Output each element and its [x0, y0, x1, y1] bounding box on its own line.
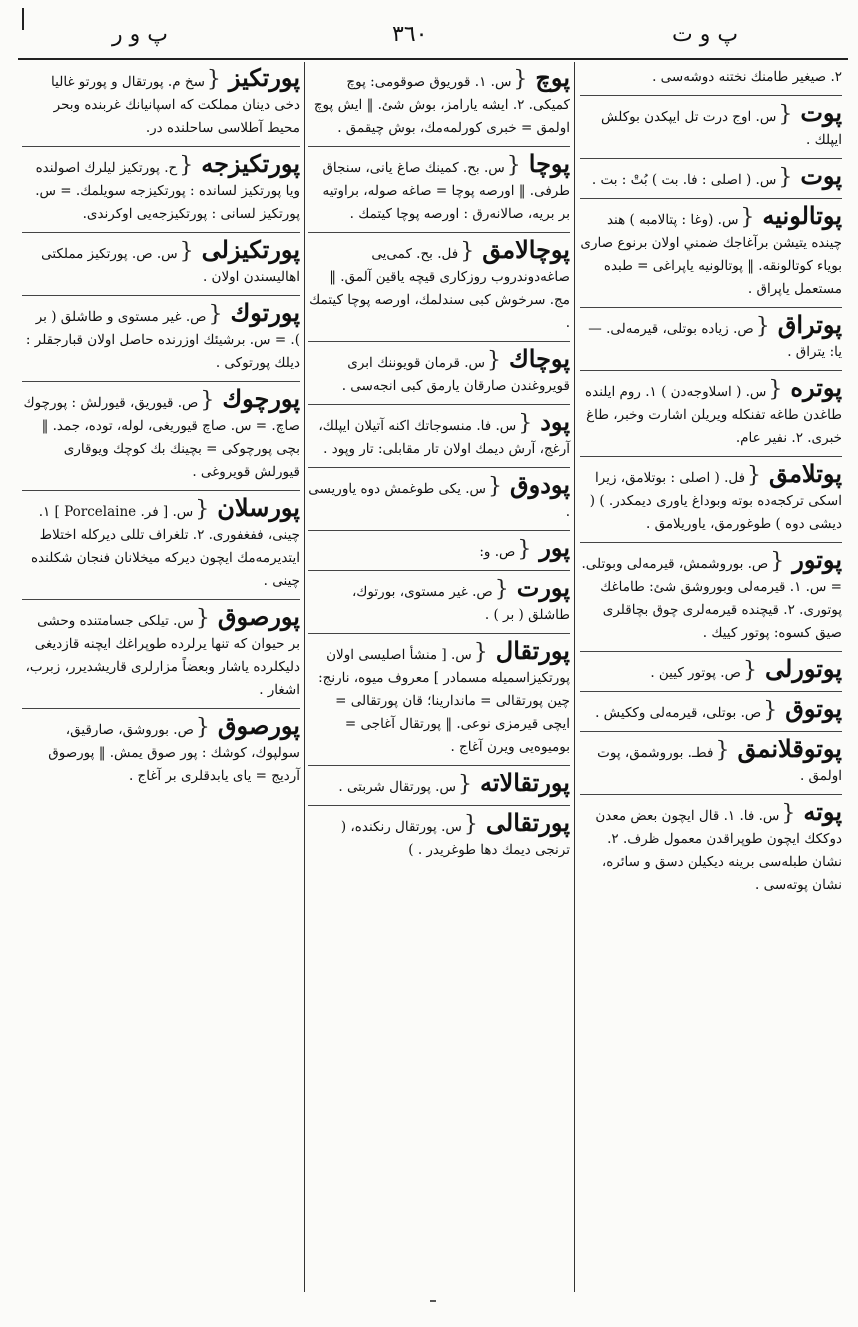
- brace-mark: {: [488, 474, 503, 499]
- entry-separator: [22, 146, 300, 147]
- entry-separator: [22, 599, 300, 600]
- entry-headword: پوتورلى: [764, 654, 842, 683]
- entry-separator: [308, 570, 570, 571]
- brace-mark: {: [770, 549, 785, 574]
- brace-mark: {: [513, 67, 528, 92]
- dictionary-entry: [22, 298, 300, 375]
- dictionary-entry: [580, 66, 842, 89]
- dictionary-entry: [580, 797, 842, 897]
- entry-separator: [22, 490, 300, 491]
- entry-definition: س. بح. كمينك صاغ يانى، سنجاق طرفى. ‖ اورصه پوچا = صاغه صوله، براوتيه بر بريه، صالانه‌رق : اورصه پوچا كيتمك .: [322, 160, 570, 222]
- brace-mark: {: [778, 165, 793, 190]
- brace-mark: {: [195, 606, 210, 631]
- entry-definition: س. فا. منسوجاتك اكنه آتيلان ايپلك، آرغج، آرش ديمك اولان تار مقابلى: تار وپود .: [318, 418, 570, 457]
- dictionary-entry: [580, 161, 842, 192]
- entry-headword: پوتلامق: [769, 459, 842, 488]
- brace-mark: {: [768, 377, 783, 402]
- entry-separator: [580, 370, 842, 371]
- entry-separator: [308, 530, 570, 531]
- entry-headword: پورتقالاته: [479, 768, 570, 797]
- entry-separator: [308, 633, 570, 634]
- dictionary-entry: [22, 711, 300, 788]
- entry-headword: پورتقالى: [485, 808, 570, 837]
- entry-separator: [308, 765, 570, 766]
- brace-mark: {: [473, 640, 488, 665]
- entry-headword: پوچاك: [508, 344, 570, 373]
- header-left-letters: پ و ر: [112, 22, 168, 47]
- brace-mark: {: [206, 67, 221, 92]
- entry-separator: [580, 456, 842, 457]
- brace-mark: {: [486, 348, 501, 373]
- brace-mark: {: [715, 738, 730, 763]
- entry-definition: س. ( اسلاوجه‌دن ) ١. روم ايلنده طاغدن طاغه تفنكله ويريلن اشارت وخبر، طاغ خبرى. ٢. نفير عام.: [585, 384, 842, 446]
- dictionary-entry: [22, 235, 300, 289]
- dictionary-entry: [308, 149, 570, 226]
- brace-mark: {: [747, 463, 762, 488]
- entry-headword: پود: [540, 407, 570, 436]
- entry-headword: پوتره: [790, 373, 842, 402]
- entry-headword: پوتوقلانمق: [737, 734, 842, 763]
- entry-definition: ص. بوروشق، صارقيق، سولپوك، كوشك : پور صوق يمش. ‖ پورصوق آرديج = ياى يابدقلرى بر آغاج .: [48, 722, 300, 784]
- dictionary-entry: [22, 493, 300, 593]
- entry-headword: پوتوق: [785, 694, 842, 723]
- entry-definition: س. قرمان قويوننك ابرى قويروغندن صارقان يارمق كبى انجه‌سى .: [341, 355, 570, 394]
- dictionary-entry: [308, 407, 570, 461]
- entry-definition: س. [ منشأ اصليسى اولان پورتكيزاسميله مسمادر ] معروف ميوه، نارنج: چين پورتقالى = ماندارينا؛ قان پورتقالى = ايچى قيرمزى نوعى. ‖ پورتقال آغاجى = بوميوه‌يى ويرن آغاج .: [318, 647, 570, 755]
- entry-headword: پور: [539, 533, 570, 562]
- brace-mark: {: [506, 153, 521, 178]
- entry-headword: پوچ: [535, 63, 570, 92]
- right-column: [580, 66, 842, 903]
- entry-separator: [580, 651, 842, 652]
- entry-definition: س. ( اصلى : فا. بت ) بُتْ : بت .: [591, 172, 777, 188]
- brace-mark: {: [781, 801, 796, 826]
- entry-headword: پورت: [516, 573, 570, 602]
- dictionary-entry: [580, 310, 842, 364]
- entry-headword: پوچالامق: [482, 235, 570, 264]
- brace-mark: {: [195, 715, 210, 740]
- dictionary-entry: [308, 235, 570, 335]
- entry-separator: [22, 295, 300, 296]
- brace-mark: {: [518, 411, 533, 436]
- entry-separator: [308, 341, 570, 342]
- dictionary-entry: [308, 63, 570, 140]
- entry-definition: س. ١. قوريوق صوقومى: پوچ كميكى. ٢. ايشه يارامز، بوش شئ. ‖ ايش پوچ اولمق = خبرى كورلمه‌مك، بوش چيقمق .: [313, 74, 570, 136]
- middle-column: [308, 63, 570, 868]
- entry-separator: [580, 307, 842, 308]
- entry-definition: س. [ فر. Porcelaine ] ١. چينى، ففغفورى. ٢. تلغراف تللى ديركله اختلاط ايتديرمه‌مك ايچون ديركه ميخلانان فنجان شكلنده چينى .: [31, 504, 300, 589]
- left-column: [22, 63, 300, 794]
- dictionary-entry: [22, 149, 300, 226]
- entry-definition: س. ص. پورتكيز مملكتى اهاليسندن اولان .: [41, 246, 300, 285]
- entry-headword: پودوق: [510, 470, 570, 499]
- entry-separator: [580, 794, 842, 795]
- brace-mark: {: [208, 302, 223, 327]
- entry-separator: [22, 381, 300, 382]
- entry-definition: سخ م. پورتقال و پورتو غاليا دخى دينان مملكت كه اسپانيانك غربنده وبحر محيط آطلاسى ساحلنده در.: [51, 74, 300, 136]
- entry-separator: [580, 158, 842, 159]
- column-divider: [304, 62, 305, 1292]
- footer-mark: [430, 1300, 436, 1302]
- entry-definition: فل. ( اصلى : بوتلامق، زيرا اسكى تركجه‌ده بوته وبوداغ ياورى ديمكدر. ) ( ديشى دوه ) طوغورمق، ياوريلامق .: [589, 470, 842, 532]
- dictionary-entry: [22, 384, 300, 484]
- brace-mark: {: [195, 497, 210, 522]
- entry-separator: [308, 404, 570, 405]
- brace-mark: {: [778, 102, 793, 127]
- entry-definition: ص. غير مستوى، بورتوك، طاشلق ( بر ) .: [351, 584, 570, 623]
- entry-headword: پورتقال: [495, 636, 570, 665]
- column-divider: [574, 62, 575, 1292]
- brace-mark: {: [517, 537, 532, 562]
- entry-separator: [22, 708, 300, 709]
- entry-definition: ص. بوتلى، قيرمه‌لى وككيش .: [595, 705, 762, 721]
- entry-definition: س. پورتقال شربتى .: [338, 779, 456, 795]
- dictionary-entry: [580, 654, 842, 685]
- dictionary-entry: [308, 636, 570, 759]
- entry-definition: س. اوج درت تل ايپكدن بوكلش ايپلك .: [601, 109, 842, 148]
- entry-definition: س. تيلكى جسامتنده وحشى بر حيوان كه تنها يرلرده طوپراغك ايچنه قازديغى دليكلرده ياشار وبعضاً مزارلرى قاريشديرر، زبرب، اشغار .: [25, 613, 300, 698]
- entry-headword: پورصوق: [217, 711, 300, 740]
- header-rule: [18, 58, 848, 60]
- entry-separator: [580, 198, 842, 199]
- dictionary-entry: [580, 459, 842, 536]
- entry-definition: س. يكى طوغمش دوه ياوريسى .: [308, 481, 570, 520]
- entry-definition: ص. قيوريق، قيورلش : پورچوك صاچ. = س. صاچ قيوريغى، لوله، توده، جمد. ‖ بچى پورچوكى = بچينك بك كوچك ويوقارى قيورلش قويروغى .: [23, 395, 300, 480]
- brace-mark: {: [179, 153, 194, 178]
- entry-separator: [308, 146, 570, 147]
- page-header: [12, 14, 846, 50]
- dictionary-entry: [308, 470, 570, 524]
- entry-definition: ص. بوروشمش، قيرمه‌لى وبوتلى. = س. ١. قيرمه‌لى وبوروشق شئ: طاماغك پوتورى. ٢. قيچنده قيرمه‌لرى چوق بچاقلرى صيق كسوه: پوتور كييك .: [581, 556, 842, 641]
- entry-separator: [580, 542, 842, 543]
- entry-definition: س. پورتقال رنكنده، ( ترنجى ديمك دها طوغريدر . ): [340, 819, 570, 858]
- entry-headword: پوتراق: [777, 310, 842, 339]
- brace-mark: {: [742, 658, 757, 683]
- entry-headword: پورصوق: [217, 602, 300, 631]
- entry-headword: پوچا: [528, 149, 570, 178]
- entry-definition: ص. زياده بوتلى، قيرمه‌لى. — ‌ يا: يتراق .: [583, 321, 842, 360]
- entry-headword: پوتالونيه: [762, 201, 842, 230]
- brace-mark: {: [463, 812, 478, 837]
- entry-definition: فطـ. بوروشمق، پوت اولمق .: [597, 745, 842, 784]
- entry-separator: [22, 232, 300, 233]
- entry-separator: [308, 232, 570, 233]
- entry-headword: پورسلان: [217, 493, 300, 522]
- brace-mark: {: [460, 239, 475, 264]
- entry-separator: [580, 731, 842, 732]
- entry-separator: [580, 95, 842, 96]
- dictionary-entry: [580, 98, 842, 152]
- header-right-letters: پ و ت: [672, 22, 739, 47]
- entry-headword: پورتكيزلى: [201, 235, 300, 264]
- page-number: ٣٦٠: [392, 22, 428, 47]
- brace-mark: {: [200, 388, 215, 413]
- brace-mark: {: [740, 205, 755, 230]
- dictionary-entry: [580, 694, 842, 725]
- entry-headword: پورتوك: [230, 298, 300, 327]
- brace-mark: {: [763, 698, 778, 723]
- entry-definition: ص. غير مستوى و طاشلق ( بر ). = س. برشيئك اوزرنده حاصل اولان قبارجقلر : ديلك پورتوكى .: [25, 309, 300, 371]
- entry-definition: فل. بح. كمى‌يى صاغه‌دوندروب روزكارى قيچه ياقين آلمق. ‖ مج. سرخوش كبى سندلمك، اورصه پوچا كيتمك .: [309, 246, 570, 331]
- dictionary-entry: [580, 373, 842, 450]
- entry-definition: ص. و:: [479, 544, 516, 560]
- entry-headword: پورتكيزجه: [201, 149, 300, 178]
- entry-definition: ٢. صيغير طامنك نختنه دوشه‌سى .: [652, 69, 842, 85]
- brace-mark: {: [179, 239, 194, 264]
- entry-separator: [308, 467, 570, 468]
- entry-headword: پورچوك: [222, 384, 300, 413]
- dictionary-entry: [22, 63, 300, 140]
- dictionary-entry: [580, 545, 842, 645]
- entry-headword: پوت: [800, 161, 842, 190]
- entry-definition: ح. پورتكيز ليلرك اصولنده ويا پورتكيز لسانده : پورتكيزجه سويلمك. = س. پورتكيز لسانى : پورتكيزجه‌يى اوكرندى.: [35, 160, 300, 222]
- brace-mark: {: [755, 314, 770, 339]
- header-bar-mark: [22, 8, 24, 30]
- dictionary-entry: [580, 201, 842, 301]
- entry-headword: پورتكيز: [228, 63, 300, 92]
- entry-separator: [308, 805, 570, 806]
- entry-definition: س. (وغا : پتالامبه ) هند چينده يتيشن برآغاجك ضمني اولان برنوع صارى بوياء كوتالونقه. ‖ پوتالونيه ياپراغى = طبده مستعمل ياپراق .: [580, 212, 842, 297]
- entry-definition: س. فا. ١. قال ايچون بعض معدن دوككك ايچون طوپراقدن معمول ظرف. ٢. نشان طبله‌سى برينه ديكيلن دسق و سائره، نشان پوته‌سى .: [595, 808, 842, 893]
- dictionary-entry: [308, 344, 570, 398]
- entry-definition: ص. پوتور كيين .: [650, 665, 741, 681]
- dictionary-entry: [308, 808, 570, 862]
- dictionary-entry: [22, 602, 300, 702]
- entry-headword: پوتور: [792, 545, 842, 574]
- dictionary-entry: [308, 573, 570, 627]
- brace-mark: {: [457, 772, 472, 797]
- dictionary-entry: [308, 533, 570, 564]
- entry-headword: پوته: [803, 797, 842, 826]
- entry-headword: پوت: [800, 98, 842, 127]
- dictionary-entry: [308, 768, 570, 799]
- dictionary-entry: [580, 734, 842, 788]
- brace-mark: {: [494, 577, 509, 602]
- entry-separator: [580, 691, 842, 692]
